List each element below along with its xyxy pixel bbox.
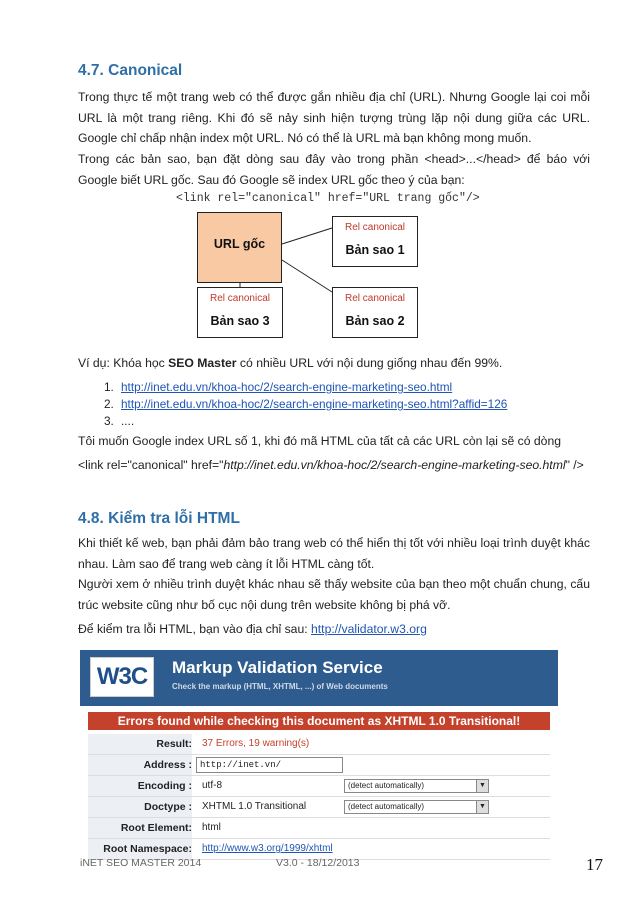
list-item[interactable] [104, 397, 507, 411]
copy2-box [332, 287, 418, 338]
paragraph-validator [78, 622, 427, 636]
paragraph-html-check-2: Người xem ở nhiều trình duyệt khác nhau sẽ thấy website của bạn theo một chuẩn chung, cấu trúc website cũng như bố cục nội dung trên website không bị phá vỡ. [78, 577, 590, 612]
section-heading-html-check: 4.8. Kiểm tra lỗi HTML [78, 510, 240, 527]
row-value: html [202, 822, 221, 833]
code-canonical-tag: <link rel="canonical" href="URL trang gốc"/> [176, 192, 480, 205]
list-number: 2. [104, 397, 114, 411]
address-input[interactable]: http://inet.vn/ [196, 757, 343, 773]
row-key: Root Namespace: [88, 839, 192, 859]
section-heading-canonical: 4.7. Canonical [78, 62, 183, 79]
copy1-box [332, 216, 418, 267]
doctype-select[interactable] [344, 800, 489, 814]
w3c-result-row [88, 734, 550, 755]
rel-canonical-label: Rel canonical [209, 293, 271, 304]
row-key: Address : [88, 755, 192, 775]
example-line [78, 356, 502, 370]
copy1-label: Bản sao 1 [345, 243, 405, 257]
paragraph-html-check-1: Khi thiết kế web, bạn phải đảm bảo trang web có thể hiển thị tốt với nhiều loại trình duyệt khác nhau. Làm sao để trang web càng ít lỗi HTML càng tốt. [78, 536, 590, 571]
paragraph-canonical-intro: Trong thực tế một trang web có thể được gắn nhiều địa chỉ (URL). Nhưng Google lại coi mỗi URL là một trang riêng. Khi đó sẽ nảy sinh hiện tượng trùng lặp nội dung giữa các URL. Google chỉ chấp nhận index một URL. Nó có thể là URL mà bạn không mong muốn. [78, 90, 590, 145]
encoding-select[interactable] [344, 779, 489, 793]
w3c-validator-screenshot [80, 650, 558, 855]
example-suffix: có nhiều URL với nội dung giống nhau đến 99%. [236, 356, 503, 370]
w3c-encoding-row [88, 776, 550, 797]
paragraph-want-index: Tôi muốn Google index URL số 1, khi đó mã HTML của tất cả các URL còn lại sẽ có dòng [78, 434, 561, 448]
footer-title: iNET SEO MASTER 2014 [80, 857, 202, 869]
row-key: Result: [88, 734, 192, 754]
w3c-address-row [88, 755, 550, 776]
list-ellipsis: .... [121, 414, 135, 428]
tag-end: " /> [565, 458, 584, 472]
rel-canonical-label: Rel canonical [344, 293, 406, 304]
chevron-down-icon[interactable]: ▼ [476, 780, 488, 792]
row-value: XHTML 1.0 Transitional [202, 801, 307, 812]
rel-canonical-label: Rel canonical [344, 222, 406, 233]
original-url-box [197, 212, 282, 283]
paragraph-canonical-howto: Trong các bản sao, bạn đặt dòng sau đây vào trong phần <head>...</head> để báo với Google biết URL gốc. Sau đó Google sẽ index URL gốc theo ý của bạn: [78, 152, 590, 187]
namespace-link[interactable]: http://www.w3.org/1999/xhtml [202, 843, 333, 854]
w3c-doctype-row [88, 797, 550, 818]
row-value: 37 Errors, 19 warning(s) [202, 738, 310, 749]
original-url-label: URL gốc [213, 237, 266, 251]
row-key: Encoding : [88, 776, 192, 796]
row-key: Root Element: [88, 818, 192, 838]
footer-version: V3.0 - 18/12/2013 [276, 857, 360, 869]
example-url-link[interactable]: http://inet.edu.vn/khoa-hoc/2/search-engine-marketing-seo.html [121, 380, 453, 394]
example-url-link[interactable]: http://inet.edu.vn/khoa-hoc/2/search-engine-marketing-seo.html?affid=126 [121, 397, 508, 411]
list-number: 1. [104, 380, 114, 394]
canonical-example-tag [78, 458, 584, 472]
example-course-name: SEO Master [168, 356, 237, 370]
copy2-label: Bản sao 2 [345, 314, 405, 328]
example-prefix: Ví dụ: Khóa học [78, 356, 169, 370]
list-item [104, 414, 134, 428]
w3c-title: Markup Validation Service [172, 658, 383, 677]
validator-prefix: Để kiểm tra lỗi HTML, bạn vào địa chỉ sau: [78, 622, 312, 636]
w3c-root-element-row [88, 818, 550, 839]
w3c-error-banner: Errors found while checking this document as XHTML 1.0 Transitional! [88, 712, 550, 730]
row-key: Doctype : [88, 797, 192, 817]
tag-url: http://inet.edu.vn/khoa-hoc/2/search-engine-marketing-seo.html [223, 458, 566, 472]
row-value: utf-8 [202, 780, 223, 791]
copy3-box [197, 287, 283, 338]
w3c-logo: W3C [90, 657, 154, 697]
page-number: 17 [586, 855, 603, 874]
list-item[interactable] [104, 380, 452, 394]
validator-link[interactable]: http://validator.w3.org [311, 622, 427, 636]
select-value: (detect automatically) [348, 781, 425, 790]
chevron-down-icon[interactable]: ▼ [476, 801, 488, 813]
copy3-label: Bản sao 3 [210, 314, 270, 328]
w3c-header [80, 650, 558, 706]
select-value: (detect automatically) [348, 802, 425, 811]
list-number: 3. [104, 414, 114, 428]
w3c-subtitle: Check the markup (HTML, XHTML, ...) of Web documents [172, 682, 388, 691]
tag-start: <link rel="canonical" href=" [78, 458, 224, 472]
